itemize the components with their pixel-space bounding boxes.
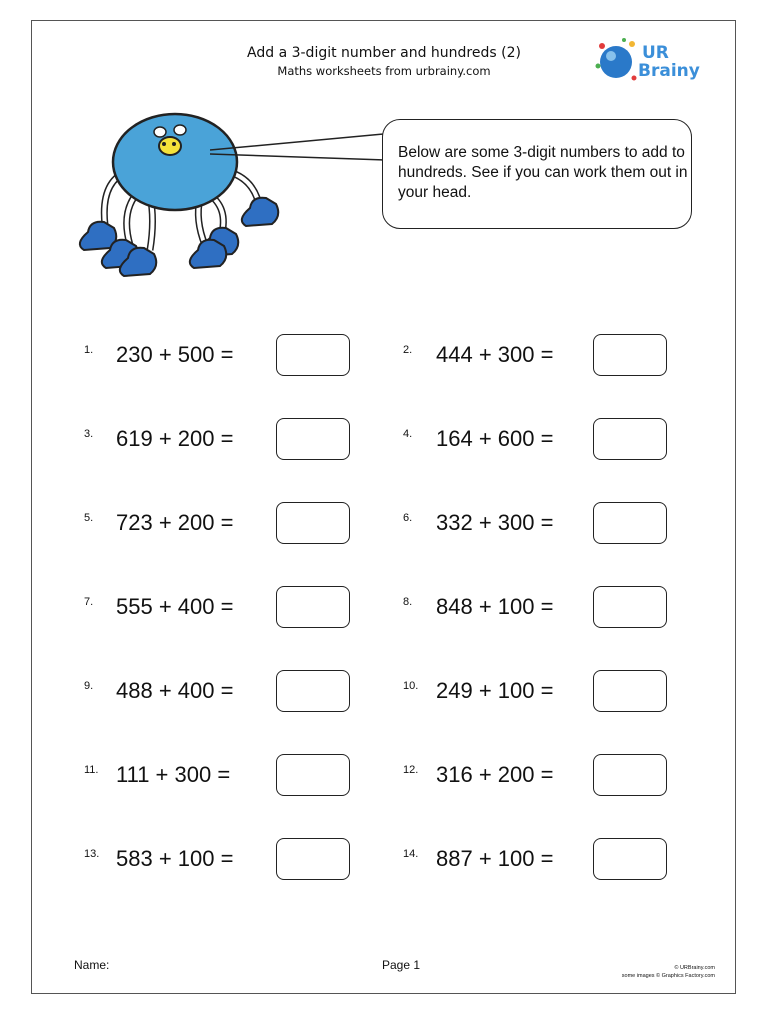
speech-bubble-tail	[210, 130, 390, 170]
answer-box[interactable]	[593, 586, 667, 628]
question-expression: 332 + 300 =	[436, 510, 554, 535]
question-item	[0, 672, 768, 716]
question-expression: 230 + 500 =	[116, 342, 234, 367]
answer-box[interactable]	[593, 754, 667, 796]
question-number: 11.	[84, 764, 99, 776]
question-expression: 164 + 600 =	[436, 426, 554, 451]
copyright-urbrainy: © URBrainy.com	[674, 965, 715, 971]
question-expression: 583 + 100 =	[116, 846, 234, 871]
question-item	[0, 756, 768, 800]
page-title: Add a 3-digit number and hundreds (2)	[247, 45, 521, 61]
page-subtitle: Maths worksheets from urbrainy.com	[277, 64, 491, 78]
answer-box[interactable]	[593, 418, 667, 460]
answer-box[interactable]	[593, 502, 667, 544]
question-expression: 316 + 200 =	[436, 762, 554, 787]
name-label: Name:	[74, 958, 110, 972]
question-number: 8.	[403, 596, 413, 608]
answer-box[interactable]	[593, 670, 667, 712]
instructions-text: Below are some 3-digit numbers to add to hundreds. See if you can work them out in your head.	[398, 144, 688, 201]
logo-text-bottom: Brainy	[638, 61, 700, 81]
copyright-graphics: some images © Graphics Factory.com	[621, 973, 715, 979]
question-expression: 111 + 300 =	[116, 762, 231, 787]
question-item	[0, 336, 768, 380]
answer-box[interactable]	[593, 334, 667, 376]
question-number: 5.	[84, 512, 94, 524]
question-expression: 555 + 400 =	[116, 594, 234, 619]
question-expression: 887 + 100 =	[436, 846, 554, 871]
question-item	[0, 840, 768, 884]
question-item	[0, 420, 768, 464]
question-number: 3.	[84, 428, 94, 440]
question-item	[0, 504, 768, 548]
question-expression: 444 + 300 =	[436, 342, 554, 367]
question-number: 9.	[84, 680, 94, 692]
question-number: 2.	[403, 344, 413, 356]
question-expression: 848 + 100 =	[436, 594, 554, 619]
question-number: 6.	[403, 512, 413, 524]
question-number: 4.	[403, 428, 413, 440]
question-number: 13.	[84, 848, 100, 860]
logo-text-top: UR	[642, 43, 669, 63]
question-number: 12.	[403, 764, 419, 776]
question-item	[0, 588, 768, 632]
page-number: Page 1	[382, 958, 421, 972]
urbrainy-logo	[594, 36, 714, 86]
question-number: 1.	[84, 344, 94, 356]
question-expression: 619 + 200 =	[116, 426, 234, 451]
question-expression: 723 + 200 =	[116, 510, 234, 535]
question-number: 7.	[84, 596, 94, 608]
answer-box[interactable]	[593, 838, 667, 880]
question-number: 14.	[403, 848, 419, 860]
question-expression: 249 + 100 =	[436, 678, 554, 703]
question-expression: 488 + 400 =	[116, 678, 234, 703]
question-number: 10.	[403, 680, 419, 692]
